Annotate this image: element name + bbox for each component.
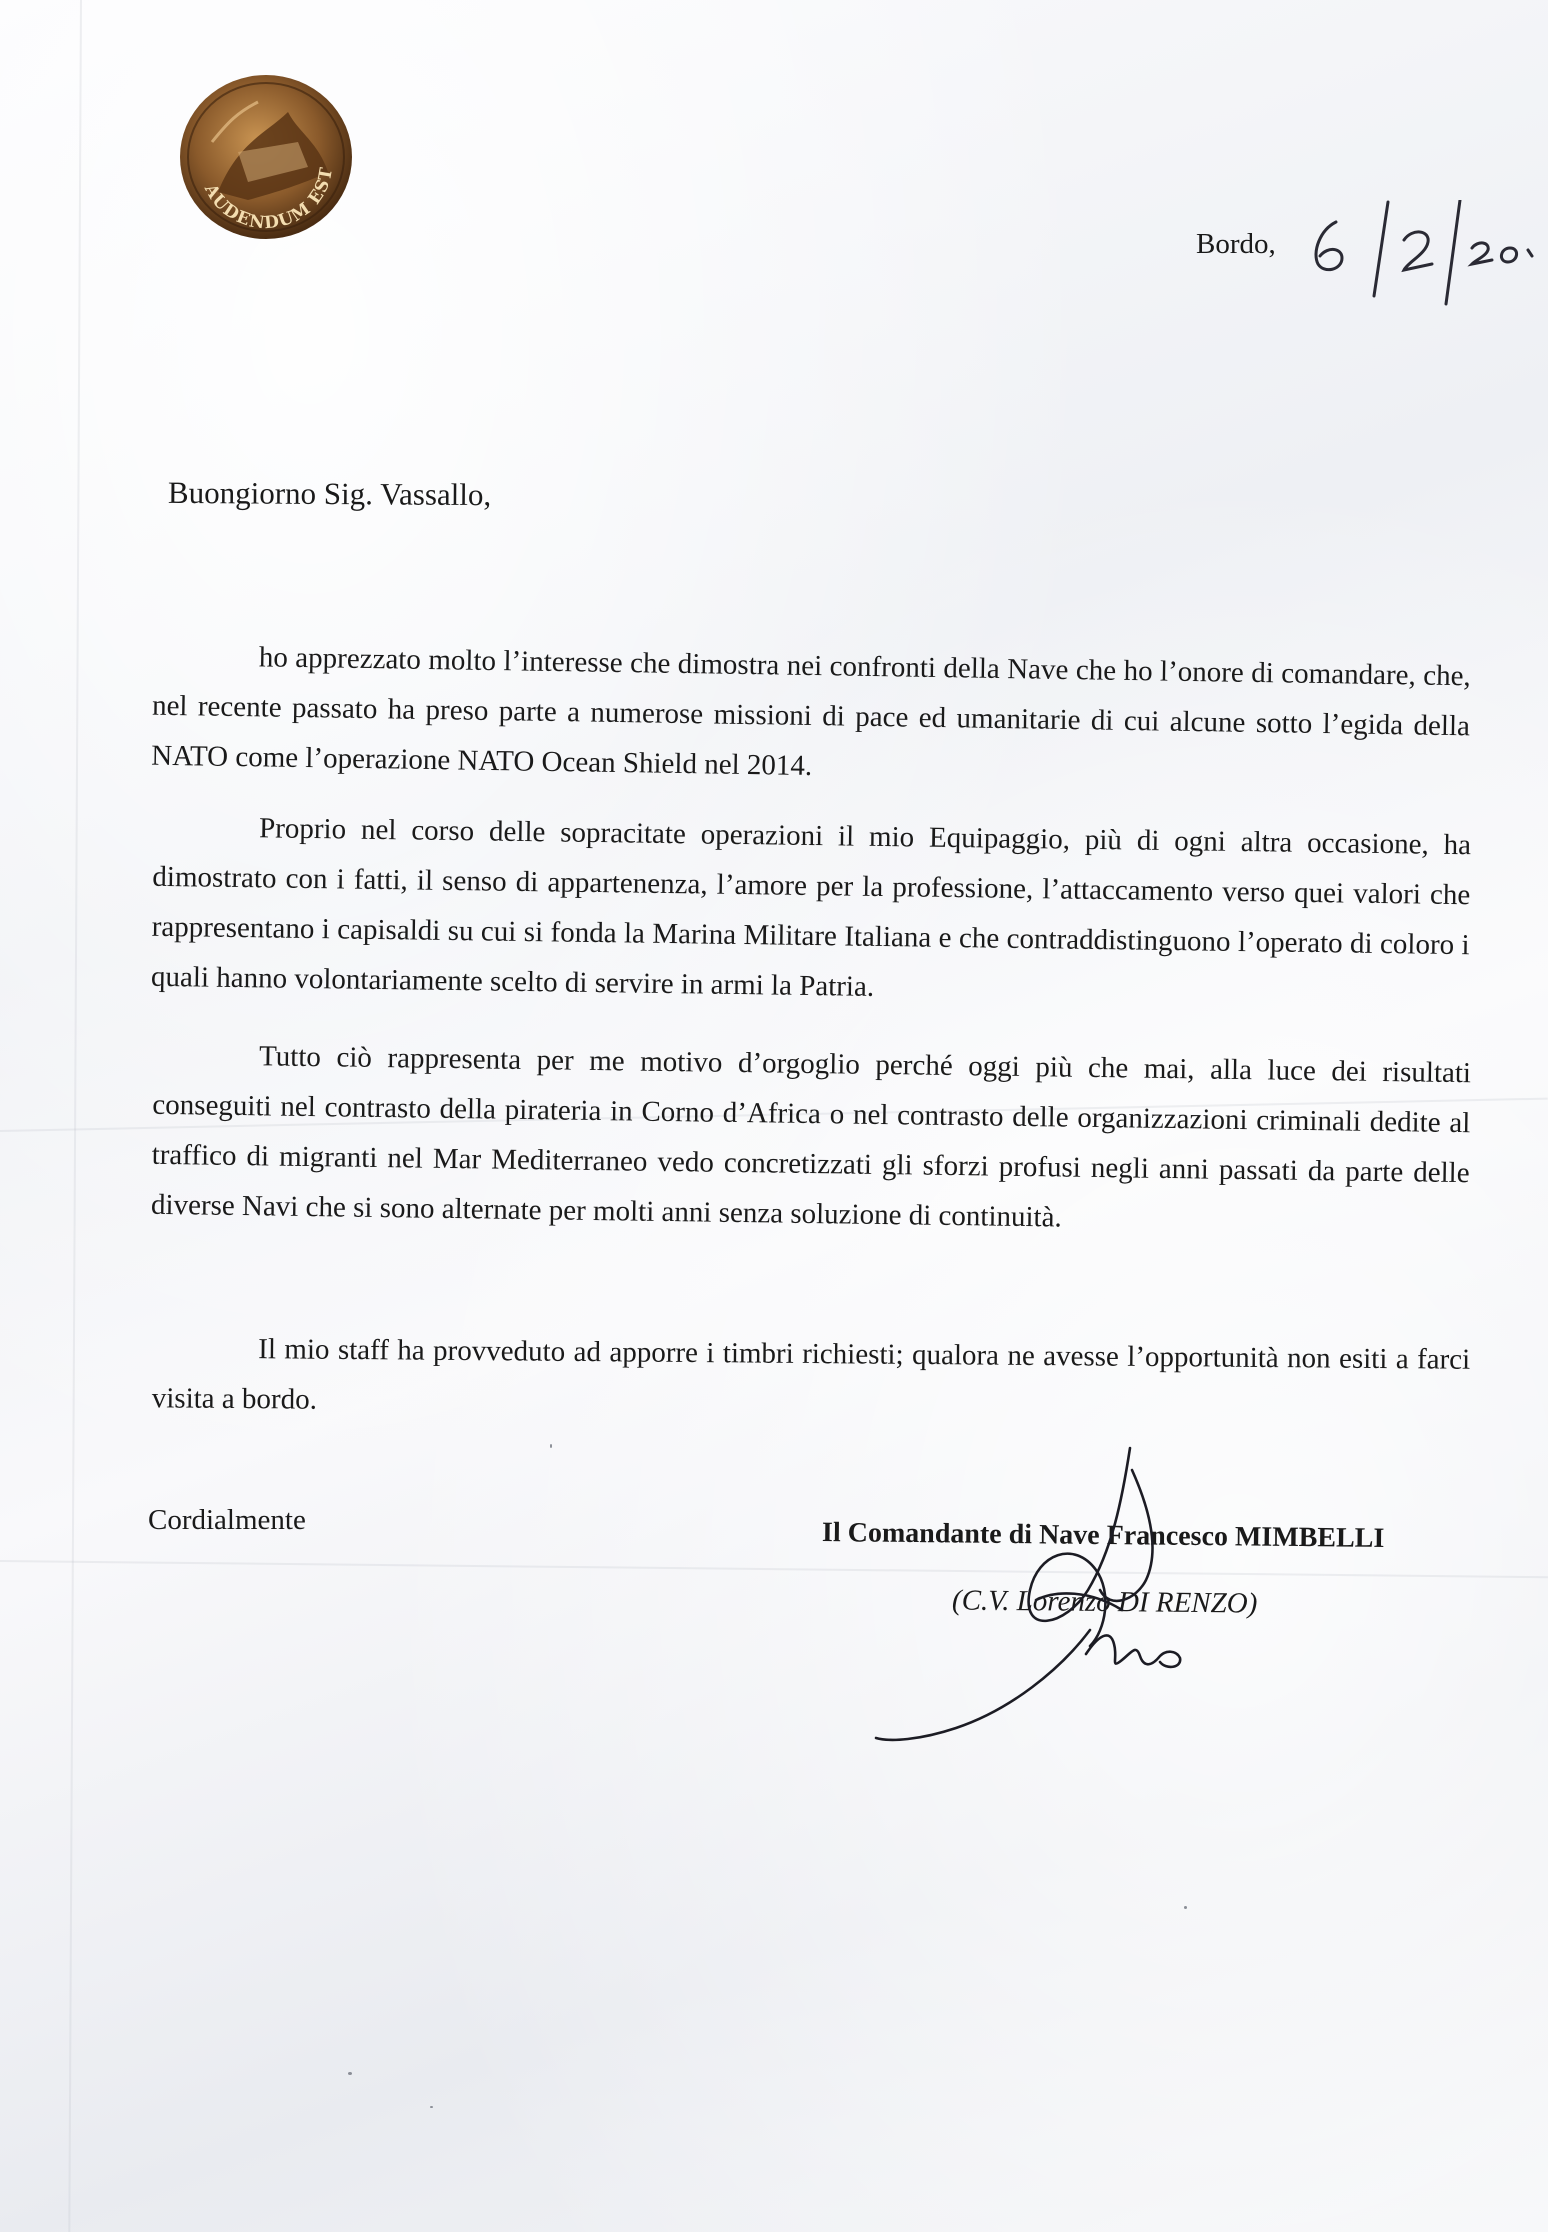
signer-rank-name: (C.V. Lorenzo DI RENZO) [951, 1584, 1258, 1620]
paper-speck [348, 2072, 352, 2075]
naval-crest-emblem-icon [178, 72, 354, 242]
paper-crease [0, 1560, 1548, 1578]
date-label: Bordo, [1196, 228, 1276, 260]
emblem-motto: AUDENDUM EST [200, 165, 338, 234]
salutation: Buongiorno Sig. Vassallo, [167, 474, 492, 513]
handwritten-signature-icon [860, 1440, 1280, 1760]
paper-speck [430, 2106, 433, 2108]
signer-title: Il Comandante di Nave Francesco MIMBELLI [821, 1517, 1385, 1554]
body-paragraph: Tutto ciò rappresenta per me motivo d’orgoglio perché oggi più che mai, alla luce dei risultati conseguiti nel contrasto della pirateria in Corno d’Africa o nel contrasto delle organizzazioni criminali dedite al traffico di migranti nel Mar Mediterraneo vedo concretizzati gli sforzi profusi negli anni passati da parte delle diverse Navi che si sono alternate per molti anni senza soluzione di continuità. [150, 1040, 1472, 1234]
paper-crease [68, 0, 82, 2232]
paper-speck [1184, 1906, 1187, 1909]
paper-speck [550, 1444, 552, 1448]
closing: Cordialmente [148, 1504, 306, 1536]
body-paragraph: Proprio nel corso delle sopracitate operazioni il mio Equipaggio, più di ogni altra occasione, ha dimostrato con i fatti, il senso di appartenenza, l’amore per la professione, l’attaccamento verso quei valori che rappresentano i capisaldi su cui si fonda la Marina Militare Italiana e che contraddistinguono l’operato di coloro i quali hanno volontariamente scelto di servire in armi la Patria. [150, 812, 1472, 1003]
handwritten-date-icon [1196, 200, 1536, 310]
body-paragraph: Il mio staff ha provveduto ad apporre i timbri richiesti; qualora ne avesse l’opportunità non esiti a farci visita a bordo. [151, 1333, 1471, 1416]
body-paragraph: ho apprezzato molto l’interesse che dimostra nei confronti della Nave che ho l’onore di comandare, che, nel recente passato ha preso parte a numerose missioni di pace ed umanitarie di cui alcune sotto l’egida della NATO come l’operazione NATO Ocean Shield nel 2014. [151, 641, 1471, 783]
date-line [1196, 200, 1536, 310]
